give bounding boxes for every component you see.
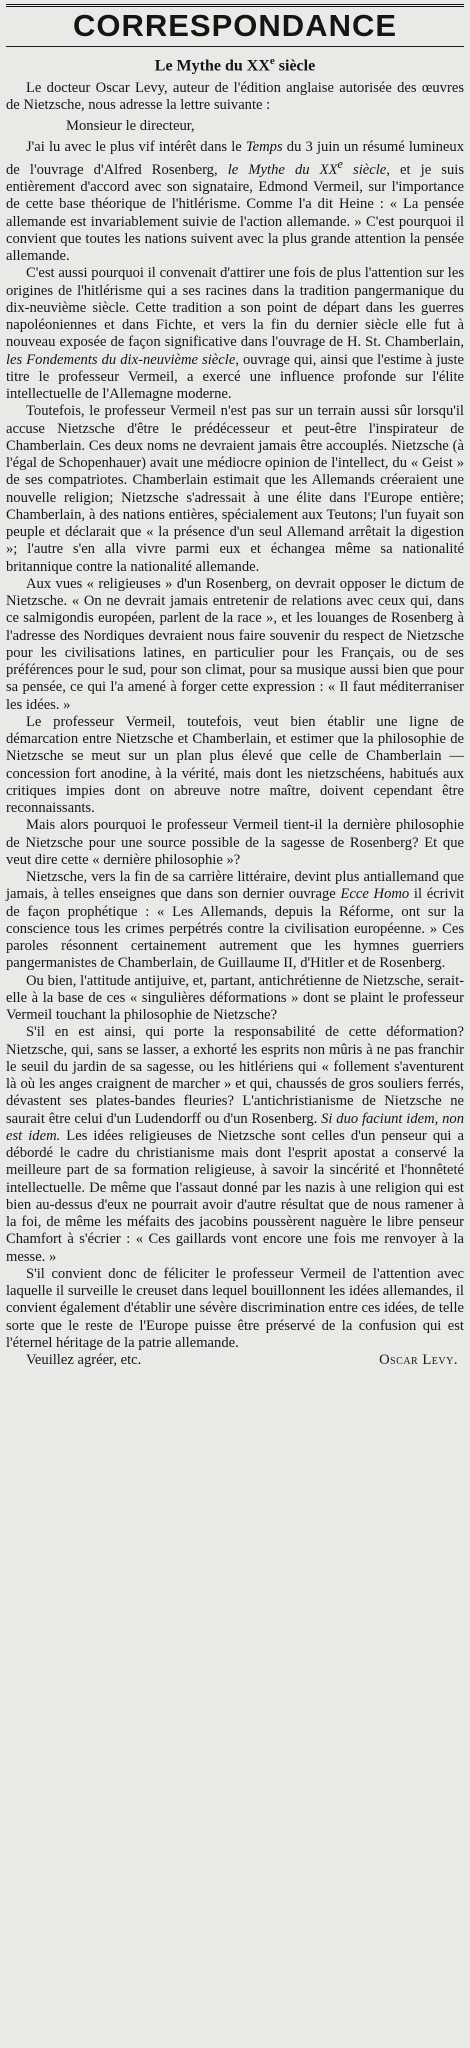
paragraph-3: Toutefois, le professeur Vermeil n'est pas sur un terrain aussi sûr lorsqu'il accuse Nietzsche d'être le prédécesseur et peut-être l'inspirateur de Chamberlain. Ces deux noms ne devraient jamais être accouplés. Nietzsche (à l'égal de Schopenhauer) avait une médiocre opinion de l'intellect, du « Geist » de ses compatriotes. Chamberlain estimait que les Allemands créeraient une nouvelle religion; Nietzsche s'adressait à une élite dans l'Europe entière; Chamberlain, à des nations entières, spécialement aux Teutons; l'un fuyait son peuple et déclarait que « la présence d'un seul Allemand arrêtait la digestion »; l'autre s'en alla vivre parmi eux et échangea même sa nationalité britannique contre la nationalité allemande. (6, 403, 464, 575)
section-title: CORRESPONDANCE (72, 8, 398, 43)
paragraph-9-text-c: Les idées religieuses de Nietzsche sont celles d'un penseur qui a débordé le cadre du christianisme mais dont l'esprit apostat a conservé la meilleure part de sa formation religieuse, à savoir la sincérité et l'honnêteté intellectuelle. De même que l'assaut donné par les nazis à une religion qui est bien au-dessus d'eux ne pourrait avoir d'autre résultat que de nous ramener à la foi, de même les méfaits des jacobins poussèrent naguère le libre penseur Chamfort à s'écrier : « Ces gaillards vont encore une fois me renvoyer à la messe. » (6, 1127, 464, 1265)
newspaper-column (6, 4, 464, 1369)
paragraph-7-text-c: il écrivit de façon prophétique : « Les Allemands, depuis la Réforme, ont sur la conscience tous les crimes perpétrés contre la civilisation européenne. » Ces paroles résonnent certainement autrement que les hymnes guerriers pangermanistes de Chamberlain, de Guillaume II, d'Hitler et de Rosenberg. (6, 886, 465, 972)
newspaper-name: Temps (245, 138, 283, 155)
article-title-superscript: e (269, 55, 275, 68)
paragraph-2 (6, 265, 464, 403)
paragraph-2-text-c: , ouvrage qui, ainsi que l'estime à juste titre le professeur Vermeil, a exercé une influence profonde sur l'élite intellectuelle de l'Allemagne moderne. (6, 351, 464, 403)
paragraph-9-text-a: S'il en est ainsi, qui porte la responsabilité de cette déformation? Nietzsche, qui, sans se lasser, a exhorté les esprits non mûris à ne pas franchir le seuil du jardin de sa sagesse, ou les hitlériens qui « follement s'aventurent là où les anges craignent de marcher » et qui, chaussés de gros souliers ferrés, dévastent ses plates-bandes fleuries? L'antichristianisme de Nietzsche ne saurait être celui d'un Ludendorff ou d'un Rosenberg. (6, 1024, 464, 1127)
paragraph-7-text-a: Nietzsche, vers la fin de sa carrière littéraire, devint plus antiallemand que jamais, à telles enseignes que dans son dernier ouvrage (6, 869, 464, 903)
article-title-suffix: siècle (274, 57, 316, 75)
paragraph-1 (6, 139, 464, 266)
paragraph-1-text-f: , et je suis entièrement d'accord avec son signataire, Edmond Vermeil, sur l'importance de cette base théorique de l'hitlérisme. Comme l'a dit Heine : « La pensée allemande est invariablement suivie de l'action allemande. » C'est pourquoi il convient que toutes les nations suivent avec la plus grande attention la pensée allemande. (6, 161, 465, 265)
article-title-text: Le Mythe du XX (154, 57, 270, 75)
article-title (6, 55, 464, 76)
book-title-fondements: les Fondements du dix-neuvième siècle (6, 351, 236, 368)
book-title-mythe-superscript: e (337, 156, 343, 171)
paragraph-7 (6, 869, 464, 973)
book-title-mythe-suffix: siècle (342, 161, 387, 178)
paragraph-6: Mais alors pourquoi le professeur Vermeil tient-il la dernière philosophie de Nietzsche pour une source possible de la sagesse de Rosenberg? Et que veut dire cette « dernière philosophie »? (6, 817, 464, 868)
paragraph-10: S'il convient donc de féliciter le professeur Vermeil de l'attention avec laquelle il surveille le creuset dans lequel bouillonnent les idées allemandes, il convient également d'établir une sévère discrimination entre ces idées, de telle sorte que le reste de l'Europe puisse être préservé de la confusion qui est l'éternel héritage de la patrie allemande. (6, 1265, 464, 1351)
paragraph-8: Ou bien, l'attitude antijuive, et, partant, antichrétienne de Nietzsche, serait-elle à la base de ces « singulières déformations » dont se plaint le professeur Vermeil touchant la philosophie de Nietzsche? (6, 972, 464, 1024)
book-title-mythe (227, 156, 387, 178)
letter-salutation: Monsieur le directeur, (66, 118, 195, 135)
book-title-ecce-homo: Ecce Homo (340, 886, 410, 903)
title-rule (6, 46, 464, 47)
article-intro: Le docteur Oscar Levy, auteur de l'édition anglaise autorisée des œuvres de Nietzsche, nous adresse la lettre suivante : (6, 79, 464, 114)
paragraph-5: Le professeur Vermeil, toutefois, veut bien établir une ligne de démarcation entre Nietzsche et Chamberlain, et estimer que la philosophie de Nietzsche se meut sur un plan plus élevé que celle de Chamberlain — concession fort anodine, à la vérité, mais dont les nietzschéens, habitués aux critiques impies dont on abreuve notre maître, doivent cependant être reconnaissants. (6, 713, 464, 817)
closing-formula: Veuillez agréer, etc. (26, 1352, 142, 1369)
letter-closing (6, 1352, 464, 1369)
paragraph-1-text-a: J'ai lu avec le plus vif intérêt dans le (26, 138, 246, 155)
paragraph-4: Aux vues « religieuses » d'un Rosenberg, on devrait opposer le dictum de Nietzsche. « On ne devrait jamais entretenir de relations avec ceux qui, dans ce salmigondis européen, parlent de la race », et les louanges de Rosenberg à l'adresse des Nordiques devraient nous faire souvenir du respect de Nietzsche pour les civilisations latines, en particulier pour les Français, ou de ses préférences pour le sud, pour son climat, pour sa musique aussi bien que pour sa pensée, ce qui l'a amené à forger cette expression : « Il faut méditerraniser les idées. » (6, 575, 464, 713)
paragraph-2-text-a: C'est aussi pourquoi il convenait d'attirer une fois de plus l'attention sur les origines de l'hitlérisme qui a ses racines dans la tradition pangermanique du dix-neuvième siècle. Cette tradition a son point de départ dans les guerres napoléoniennes et dans Fichte, et vers la fin du dernier siècle elle fut à nouveau exposée de façon significative dans l'ouvrage de H. St. Chamberlain, (6, 265, 464, 351)
book-title-mythe-text: le Mythe du XX (227, 161, 338, 178)
latin-quote: Si duo faciunt idem, non est idem. (6, 1110, 464, 1144)
top-rule (6, 4, 464, 7)
signature: Oscar Levy. (379, 1352, 458, 1369)
paragraph-1-text-c: du 3 juin un résumé lumineux de l'ouvrage d'Alfred Rosenberg, (6, 138, 464, 178)
paragraph-9 (6, 1024, 464, 1266)
